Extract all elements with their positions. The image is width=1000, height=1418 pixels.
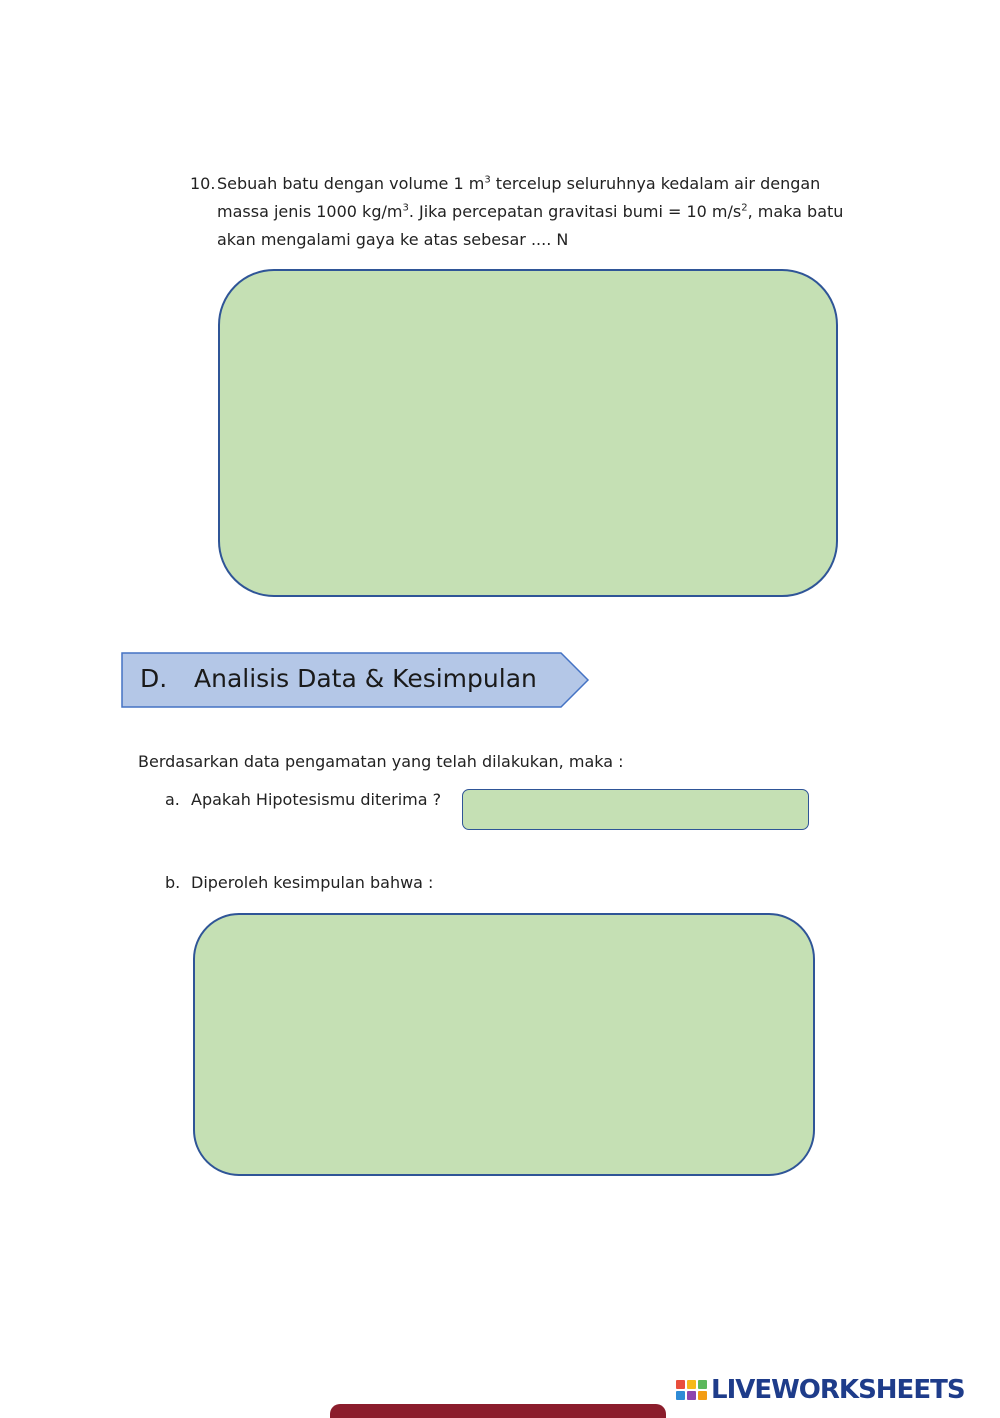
section-title: Analisis Data & Kesimpulan [194, 664, 537, 693]
answer-box-question-10[interactable] [218, 269, 838, 597]
answer-box-kesimpulan[interactable] [193, 913, 815, 1176]
intro-text: Berdasarkan data pengamatan yang telah dilakukan, maka : [138, 752, 624, 771]
logo-grid-icon [676, 1380, 707, 1400]
logo-text: LIVEWORKSHEETS [711, 1375, 965, 1405]
question-number: 10. [190, 174, 216, 193]
question-a-letter: a. [165, 790, 180, 809]
answer-box-hipotesis[interactable] [462, 789, 809, 830]
question-a-text: Apakah Hipotesismu diterima ? [191, 790, 442, 809]
bottom-decoration [330, 1404, 666, 1418]
section-letter: D. [140, 664, 168, 693]
question-b-text: Diperoleh kesimpulan bahwa : [191, 873, 434, 892]
question-text: Sebuah batu dengan volume 1 $m^3$ tercelup seluruhnya kedalam air dengan massa jenis 1000 $kg/m^3$. Jika percepatan gravitasi bumi = 10 $m/s^2$, maka batu akan mengalami gaya ke atas sebesar .... N [217, 174, 844, 249]
liveworksheets-logo [676, 1375, 965, 1405]
question-b-letter: b. [165, 873, 181, 892]
